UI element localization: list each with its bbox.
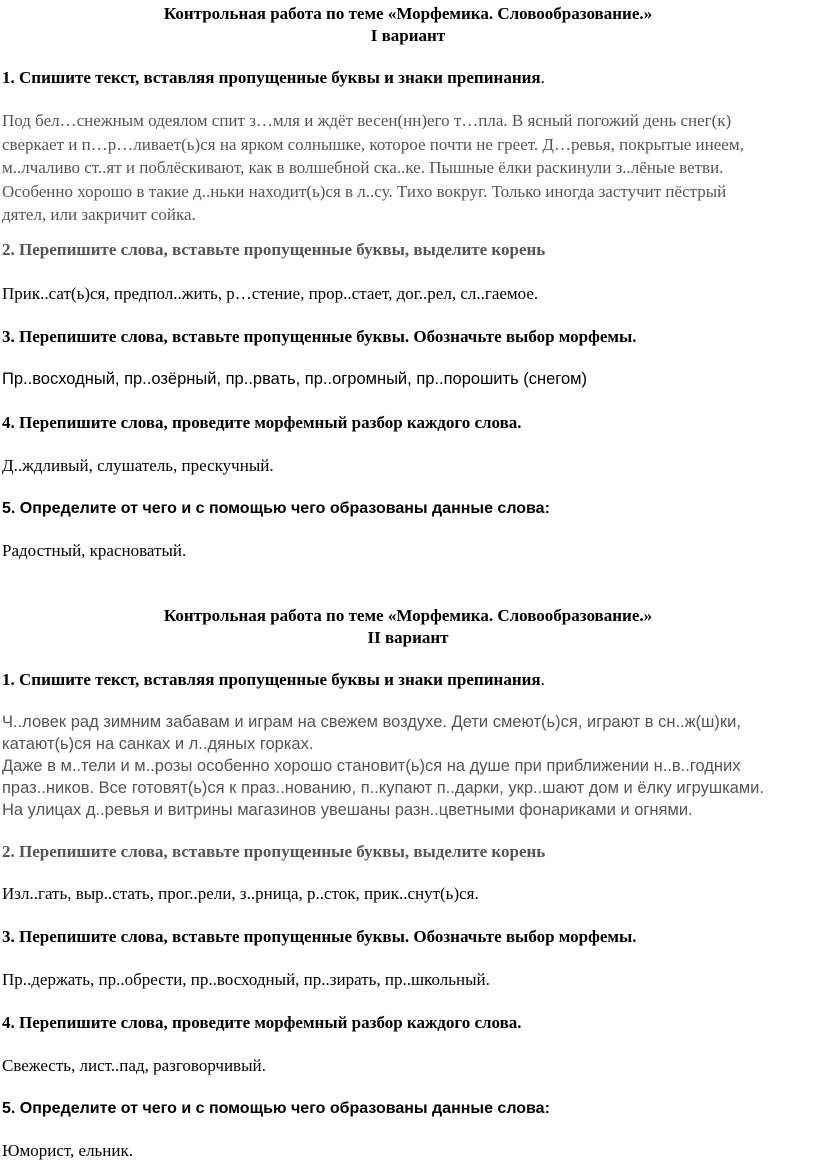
variant2-task1-heading-text: 1. Спишите текст, вставляя пропущенные буквы и знаки препинания bbox=[2, 670, 541, 689]
variant2-task1-heading bbox=[2, 669, 545, 690]
variant1-task2-heading: 2. Перепишите слова, вставьте пропущенные буквы, выделите корень bbox=[2, 240, 546, 259]
variant2-task1-line: На улицах д..ревья и витрины магазинов увешаны разн..цветными фонариками и огнями. bbox=[2, 801, 693, 819]
variant2-task1-text bbox=[2, 711, 814, 821]
variant1-task3-words: Пр..восходный, пр..озёрный, пр..рвать, пр..огромный, пр..порошить (снегом) bbox=[2, 370, 587, 388]
variant1-subtitle: I вариант bbox=[370, 26, 446, 45]
variant1-task1-heading bbox=[2, 67, 545, 88]
variant2-task5-words: Юморист, ельник. bbox=[2, 1141, 134, 1160]
variant1-task3-heading: 3. Перепишите слова, вставьте пропущенные буквы. Обозначьте выбор морфемы. bbox=[2, 327, 637, 346]
variant2-task1-line: Даже в м..тели и м..розы особенно хорошо становит(ь)ся на душе при приближении н..в..годних bbox=[2, 757, 741, 775]
variant2-task5-heading: 5. Определите от чего и с помощью чего образованы данные слова: bbox=[2, 1100, 550, 1117]
variant2-task2-heading: 2. Перепишите слова, вставьте пропущенные буквы, выделите корень bbox=[2, 842, 546, 861]
variant1-task1-heading-text: 1. Спишите текст, вставляя пропущенные буквы и знаки препинания bbox=[2, 68, 541, 87]
variant1-task4-words: Д..ждливый, слушатель, прескучный. bbox=[2, 456, 274, 475]
variant2-task4-heading: 4. Перепишите слова, проведите морфемный разбор каждого слова. bbox=[2, 1013, 522, 1032]
variant2-task3-heading: 3. Перепишите слова, вставьте пропущенные буквы. Обозначьте выбор морфемы. bbox=[2, 927, 637, 946]
variant1-task1-line: дятел, или закричит сойка. bbox=[2, 205, 196, 224]
variant1-task1-line: Под бел…снежным одеялом спит з…мля и ждёт весен(нн)его т…пла. В ясный погожий день снег(к) bbox=[2, 111, 732, 130]
variant1-task4-heading: 4. Перепишите слова, проведите морфемный разбор каждого слова. bbox=[2, 413, 522, 432]
variant1-task5-words: Радостный, красноватый. bbox=[2, 541, 187, 560]
variant2-task1-line: катают(ь)ся на санках и л..дяных горках. bbox=[2, 735, 314, 753]
variant2-task1-heading-dot: . bbox=[540, 670, 545, 689]
variant1-task1-line: сверкает и п…р…ливает(ь)ся на ярком солнышке, которое почти не греет. Д…ревья, покрытые инеем, bbox=[2, 134, 744, 154]
variant2-subtitle: II вариант bbox=[367, 628, 449, 647]
variant2-task3-words: Пр..держать, пр..обрести, пр..восходный, пр..зирать, пр..школьный. bbox=[2, 970, 490, 989]
variant2-task1-line: Ч..ловек рад зимним забавам и играм на свежем воздухе. Дети смеют(ь)ся, играют в сн..ж(ш)ки, bbox=[2, 713, 741, 731]
variant2-title: Контрольная работа по теме «Морфемика. Словообразование.» bbox=[163, 606, 653, 625]
variant2-task4-words: Свежесть, лист..пад, разговорчивый. bbox=[2, 1056, 266, 1075]
variant2-task2-words: Изл..гать, выр..стать, прог..рели, з..рница, р..сток, прик..снут(ь)ся. bbox=[2, 884, 479, 903]
variant1-task1-text bbox=[2, 109, 814, 227]
variant1-title: Контрольная работа по теме «Морфемика. Словообразование.» bbox=[163, 4, 653, 23]
variant2-task1-line: праз..ников. Все готовят(ь)ся к праз..нованию, п..купают п..дарки, укр..шают дом и ёлку игрушками. bbox=[2, 779, 764, 797]
variant1-task5-heading: 5. Определите от чего и с помощью чего образованы данные слова: bbox=[2, 500, 550, 517]
variant1-task2-words: Прик..сат(ь)ся, предпол..жить, р…стение, прор..стает, дог..рел, сл..гаемое. bbox=[2, 284, 539, 303]
variant1-task1-line: м..лчаливо ст..ят и поблёскивают, как в волшебной ска..ке. Пышные ёлки раскинули з..лёные ветви. bbox=[2, 158, 724, 177]
variant1-task1-heading-dot: . bbox=[540, 68, 545, 87]
variant1-task1-line: Особенно хорошо в такие д..ньки находит(ь)ся в л..су. Тихо вокруг. Только иногда застучит пёстрый bbox=[2, 181, 727, 201]
